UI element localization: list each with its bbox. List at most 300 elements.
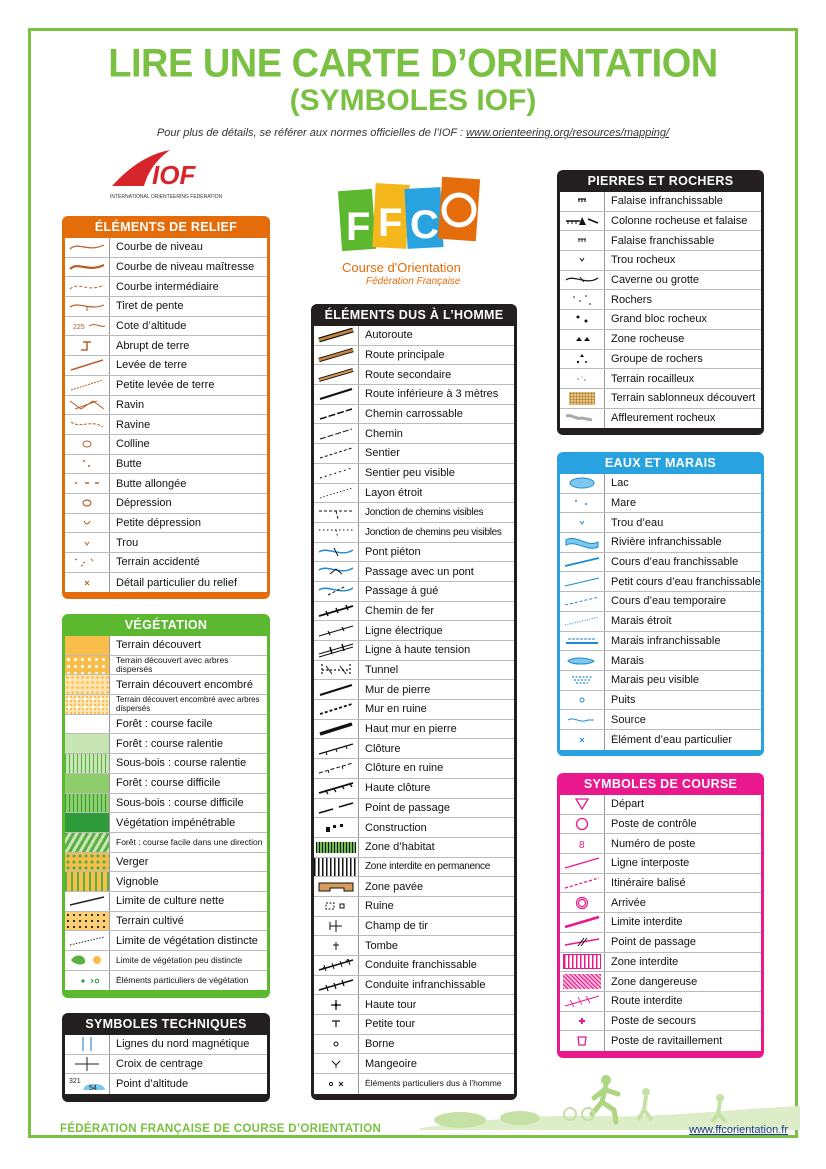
humain-symbol-icon [314, 405, 359, 424]
relief-label: Petite dépression [116, 516, 201, 529]
pierre-symbol-icon [560, 271, 605, 290]
course-symbol-icon [560, 893, 605, 912]
humain-symbol-icon [314, 818, 359, 837]
vegetation-row [65, 931, 267, 951]
humain-label: Chemin [365, 427, 403, 440]
technique-symbol-icon [65, 1035, 110, 1054]
course-label: Poste de contrôle [611, 818, 697, 831]
ffco-logo [336, 168, 486, 288]
vegetation-label: Forêt : course facile dans une direction [116, 837, 263, 847]
humain-symbol-icon [314, 562, 359, 581]
relief-row [65, 376, 267, 396]
panel-course-title: SYMBOLES DE COURSE [583, 777, 738, 791]
relief-symbol-icon [65, 494, 110, 513]
relief-label: Trou [116, 536, 139, 549]
vegetation-symbol-icon [65, 912, 110, 931]
humain-label: Ligne à haute tension [365, 644, 471, 657]
panel-pierres-title: PIERRES ET ROCHERS [587, 174, 734, 188]
relief-row [65, 396, 267, 416]
svg-text:F: F [378, 201, 403, 245]
footer-federation: FÉDÉRATION FRANÇAISE DE COURSE D’ORIENTATION [60, 1123, 382, 1135]
pierre-label: Zone rocheuse [611, 333, 685, 346]
eau-symbol-icon [560, 572, 605, 591]
pierre-label: Falaise franchissable [611, 234, 715, 247]
relief-symbol-icon [65, 533, 110, 552]
pierre-label: Falaise infranchissable [611, 195, 723, 208]
humain-symbol-icon [314, 621, 359, 640]
relief-row [65, 415, 267, 435]
relief-row [65, 317, 267, 337]
vegetation-row [65, 675, 267, 695]
vegetation-label: Terrain découvert avec arbres dispersés [116, 656, 229, 675]
vegetation-label: Forêt : course facile [116, 718, 213, 731]
humain-symbol-icon [314, 1074, 359, 1094]
humain-row [314, 917, 514, 937]
humain-row [314, 562, 514, 582]
eau-row [560, 572, 761, 592]
pierre-row [560, 271, 761, 291]
humain-row [314, 365, 514, 385]
eau-symbol-icon [560, 533, 605, 552]
eau-row [560, 730, 761, 750]
humain-label: Tombe [365, 939, 399, 952]
relief-row [65, 238, 267, 258]
technique-row [65, 1035, 267, 1055]
vegetation-row [65, 833, 267, 853]
humain-label: Mangeoire [365, 1057, 417, 1070]
humain-symbol-icon [314, 838, 359, 857]
relief-row [65, 533, 267, 553]
iof-caption: INTERNATIONAL ORIENTEERING FEDERATION [110, 194, 223, 200]
humain-row [314, 444, 514, 464]
pierre-row [560, 251, 761, 271]
humain-symbol-icon [314, 779, 359, 798]
humain-row [314, 602, 514, 622]
eau-label: Puits [611, 693, 636, 706]
intro-label: Pour plus de détails, se référer aux normes officielles de l’IOF : [156, 127, 467, 139]
vegetation-symbol-icon [65, 931, 110, 950]
course-row [560, 874, 761, 894]
humain-symbol-icon [314, 346, 359, 365]
relief-label: Ravine [116, 418, 151, 431]
relief-label: Courbe de niveau [116, 241, 203, 254]
vegetation-symbol-icon [65, 971, 110, 991]
eau-row [560, 533, 761, 553]
humain-row [314, 405, 514, 425]
relief-label: Petite levée de terre [116, 379, 215, 392]
humain-row [314, 956, 514, 976]
humain-label: Autoroute [365, 329, 413, 342]
relief-label: Butte allongée [116, 477, 187, 490]
page-subtitle: (SYMBOLES IOF) [289, 84, 537, 117]
humain-symbol-icon [314, 877, 359, 896]
panel-eaux [557, 452, 764, 756]
vegetation-row [65, 872, 267, 892]
svg-text:54: 54 [89, 1085, 97, 1093]
humain-row [314, 385, 514, 405]
vegetation-symbol-icon [65, 813, 110, 832]
pierre-label: Colonne rocheuse et falaise [611, 215, 748, 228]
pierres-list [560, 192, 761, 428]
eau-row [560, 671, 761, 691]
eau-label: Marais étroit [611, 615, 672, 628]
relief-row [65, 474, 267, 494]
relief-symbol-icon [65, 277, 110, 296]
iof-logo [108, 148, 228, 200]
panel-humains-title: ÉLÉMENTS DUS À L’HOMME [324, 308, 504, 322]
eau-label: Marais [611, 654, 645, 667]
technique-label: Lignes du nord magnétique [116, 1038, 250, 1051]
eau-label: Lac [611, 477, 629, 490]
humain-symbol-icon [314, 1035, 359, 1054]
humain-label: Passage avec un pont [365, 565, 474, 578]
relief-label: Ravin [116, 398, 145, 411]
eau-symbol-icon [560, 553, 605, 572]
vegetation-label: Forêt : course difficile [116, 777, 221, 790]
course-row [560, 972, 761, 992]
humain-symbol-icon [314, 326, 359, 345]
vegetation-row [65, 951, 267, 971]
relief-row [65, 258, 267, 278]
relief-symbol-icon [65, 317, 110, 336]
relief-symbol-icon [65, 336, 110, 355]
humain-row [314, 779, 514, 799]
humain-label: Jonction de chemins peu visibles [365, 526, 502, 538]
course-symbol-icon [560, 953, 605, 972]
eau-symbol-icon [560, 592, 605, 611]
course-symbol-icon [560, 795, 605, 814]
relief-label: Tiret de pente [116, 300, 184, 313]
humain-symbol-icon [314, 956, 359, 975]
eau-label: Cours d’eau temporaire [611, 595, 726, 608]
humain-label: Haute clôture [365, 782, 431, 795]
humain-symbol-icon [314, 995, 359, 1014]
humain-row [314, 936, 514, 956]
eau-symbol-icon [560, 494, 605, 513]
humain-label: Layon étroit [365, 486, 423, 499]
humain-symbol-icon [314, 700, 359, 719]
vegetation-symbol-icon [65, 715, 110, 734]
vegetation-label: Sous-bois : course difficile [116, 796, 244, 809]
runners-silhouette-illustration [420, 1070, 800, 1130]
pierre-row [560, 192, 761, 212]
panel-humains [311, 304, 517, 1100]
humain-label: Route secondaire [365, 368, 452, 381]
humain-symbol-icon [314, 661, 359, 680]
intro-text [0, 127, 826, 139]
relief-label: Terrain accidenté [116, 556, 200, 569]
relief-row [65, 455, 267, 475]
vegetation-symbol-icon [65, 853, 110, 872]
course-row [560, 992, 761, 1012]
pierre-label: Grand bloc rocheux [611, 313, 707, 326]
humain-label: Conduite franchissable [365, 959, 477, 972]
vegetation-label: Limite de culture nette [116, 895, 225, 908]
vegetation-label: Terrain découvert encombré [116, 678, 253, 691]
course-row [560, 953, 761, 973]
course-label: Limite interdite [611, 916, 683, 929]
humain-label: Zone d’habitat [365, 841, 435, 854]
panel-eaux-title: EAUX ET MARAIS [604, 456, 717, 470]
svg-text:8: 8 [579, 839, 585, 851]
vegetation-list [65, 636, 267, 990]
course-symbol-icon [560, 1012, 605, 1031]
relief-row [65, 336, 267, 356]
humain-symbol-icon [314, 503, 359, 522]
eau-symbol-icon [560, 632, 605, 651]
pierre-row [560, 310, 761, 330]
course-label: Route interdite [611, 995, 683, 1008]
course-symbol-icon [560, 1031, 605, 1051]
relief-label: Levée de terre [116, 359, 187, 372]
humain-label: Conduite infranchissable [365, 979, 486, 992]
relief-row [65, 435, 267, 455]
technique-row [65, 1074, 267, 1094]
eau-row [560, 612, 761, 632]
eau-symbol-icon [560, 710, 605, 729]
humain-symbol-icon [314, 976, 359, 995]
humain-row [314, 700, 514, 720]
panel-techniques [62, 1013, 270, 1102]
vegetation-label: Sous-bois : course ralentie [116, 757, 247, 770]
relief-label: Butte [116, 457, 142, 470]
course-row [560, 1031, 761, 1051]
relief-symbol-icon [65, 435, 110, 454]
eau-row [560, 632, 761, 652]
pierre-symbol-icon [560, 212, 605, 231]
humain-symbol-icon [314, 739, 359, 758]
pierre-row [560, 290, 761, 310]
vegetation-label: Verger [116, 855, 149, 868]
vegetation-row [65, 754, 267, 774]
humain-label: Borne [365, 1038, 395, 1051]
eau-symbol-icon [560, 730, 605, 750]
humain-label: Haute tour [365, 998, 417, 1011]
panel-relief-title: ÉLÉMENTS DE RELIEF [94, 220, 238, 234]
relief-row [65, 494, 267, 514]
vegetation-symbol-icon [65, 636, 110, 655]
eau-row [560, 553, 761, 573]
humain-row [314, 661, 514, 681]
pierre-row [560, 409, 761, 429]
course-symbol-icon [560, 972, 605, 991]
humain-row [314, 621, 514, 641]
humain-label: Chemin de fer [365, 604, 435, 617]
pierre-symbol-icon [560, 330, 605, 349]
panel-vegetation-title: VÉGÉTATION [124, 618, 208, 632]
course-symbol-icon [560, 854, 605, 873]
humain-label: Tunnel [365, 664, 399, 677]
humain-row [314, 877, 514, 897]
pierre-label: Groupe de rochers [611, 352, 703, 365]
course-label: Ligne interposte [611, 857, 690, 870]
course-label: Arrivée [611, 896, 646, 909]
iof-mapping-link[interactable]: www.orienteering.org/resources/mapping/ [466, 127, 670, 139]
pierre-label: Caverne ou grotte [611, 274, 700, 287]
course-symbol-icon [560, 933, 605, 952]
eaux-list [560, 474, 761, 750]
humain-symbol-icon [314, 543, 359, 562]
humain-row [314, 484, 514, 504]
vegetation-row [65, 892, 267, 912]
humain-symbol-icon [314, 858, 359, 877]
course-label: Départ [611, 798, 645, 811]
relief-label: Colline [116, 438, 150, 451]
relief-symbol-icon [65, 514, 110, 533]
humain-symbol-icon [314, 582, 359, 601]
vegetation-label: Forêt : course ralentie [116, 737, 223, 750]
humain-row [314, 464, 514, 484]
relief-symbol-icon [65, 396, 110, 415]
humain-row [314, 326, 514, 346]
pierre-row [560, 330, 761, 350]
eau-label: Élément d’eau particulier [611, 733, 733, 746]
eau-row [560, 513, 761, 533]
humain-symbol-icon [314, 365, 359, 384]
eau-label: Marais infranchissable [611, 634, 721, 647]
vegetation-label: Terrain cultivé [116, 914, 184, 927]
humain-symbol-icon [314, 1054, 359, 1073]
humain-symbol-icon [314, 1015, 359, 1034]
course-row [560, 893, 761, 913]
relief-label: Abrupt de terre [116, 339, 190, 352]
panel-techniques-title: SYMBOLES TECHNIQUES [85, 1017, 247, 1031]
humain-row [314, 759, 514, 779]
humain-row [314, 582, 514, 602]
course-list [560, 795, 761, 1051]
humain-label: Clôture [365, 742, 401, 755]
eau-label: Petit cours d’eau franchissable [611, 575, 761, 588]
relief-symbol-icon [65, 356, 110, 375]
eau-symbol-icon [560, 513, 605, 532]
course-row [560, 933, 761, 953]
eau-symbol-icon [560, 651, 605, 670]
course-row [560, 815, 761, 835]
ffco-sub: Fédération Française [366, 276, 461, 287]
relief-symbol-icon [65, 553, 110, 572]
humain-row [314, 720, 514, 740]
vegetation-label: Éléments particuliers de végétation [116, 976, 249, 986]
humain-label: Ligne électrique [365, 624, 443, 637]
humain-label: Chemin carrossable [365, 408, 463, 421]
humain-symbol-icon [314, 720, 359, 739]
vegetation-symbol-icon [65, 734, 110, 753]
vegetation-label: Végétation impénétrable [116, 816, 236, 829]
vegetation-symbol-icon [65, 872, 110, 891]
relief-symbol-icon [65, 455, 110, 474]
relief-row [65, 553, 267, 573]
vegetation-symbol-icon [65, 754, 110, 773]
technique-label: Point d’altitude [116, 1078, 189, 1091]
humain-row [314, 680, 514, 700]
course-label: Point de passage [611, 936, 697, 949]
panel-course [557, 773, 764, 1058]
eau-symbol-icon [560, 474, 605, 493]
relief-symbol-icon [65, 297, 110, 316]
vegetation-symbol-icon [65, 951, 110, 970]
humain-label: Ruine [365, 900, 394, 913]
pierre-row [560, 350, 761, 370]
relief-label: Détail particulier du relief [116, 576, 238, 589]
humain-label: Sentier peu visible [365, 467, 455, 480]
svg-text:321: 321 [69, 1078, 81, 1086]
humain-row [314, 424, 514, 444]
vegetation-label: Limite de végétation peu distincte [116, 955, 243, 966]
technique-row [65, 1055, 267, 1075]
eau-symbol-icon [560, 691, 605, 710]
pierre-symbol-icon [560, 310, 605, 329]
vegetation-row [65, 715, 267, 735]
relief-symbol-icon [65, 573, 110, 593]
eau-label: Mare [611, 497, 637, 510]
technique-symbol-icon [65, 1055, 110, 1074]
vegetation-symbol-icon [65, 794, 110, 813]
humain-row [314, 995, 514, 1015]
humain-row [314, 503, 514, 523]
eau-row [560, 474, 761, 494]
vegetation-row [65, 636, 267, 656]
pierre-symbol-icon [560, 251, 605, 270]
vegetation-symbol-icon [65, 774, 110, 793]
vegetation-label: Vignoble [116, 875, 159, 888]
technique-symbol-icon [65, 1074, 110, 1094]
humain-label: Pont piéton [365, 545, 421, 558]
relief-list [65, 238, 267, 592]
relief-row [65, 514, 267, 534]
techniques-list [65, 1035, 267, 1094]
vegetation-row [65, 853, 267, 873]
eau-row [560, 494, 761, 514]
humains-list [314, 326, 514, 1094]
pierre-label: Rochers [611, 293, 652, 306]
relief-label: Courbe de niveau maîtresse [116, 261, 255, 274]
relief-symbol-icon [65, 238, 110, 257]
humain-label: Mur de pierre [365, 683, 431, 696]
pierre-symbol-icon [560, 350, 605, 369]
humain-row [314, 739, 514, 759]
relief-row [65, 573, 267, 593]
humain-row [314, 641, 514, 661]
pierre-symbol-icon [560, 389, 605, 408]
humain-symbol-icon [314, 897, 359, 916]
humain-symbol-icon [314, 424, 359, 443]
relief-symbol-icon [65, 474, 110, 493]
humain-label: Sentier [365, 447, 400, 460]
pierre-row [560, 369, 761, 389]
humain-symbol-icon [314, 464, 359, 483]
pierre-row [560, 212, 761, 232]
humain-row [314, 858, 514, 878]
relief-label: Courbe intermédiaire [116, 280, 219, 293]
course-label: Poste de ravitaillement [611, 1035, 723, 1048]
svg-text:F: F [346, 205, 371, 249]
humain-row [314, 543, 514, 563]
footer-website-link[interactable]: www.ffcorientation.fr [689, 1124, 788, 1136]
pierre-label: Terrain sablonneux découvert [611, 392, 756, 405]
humain-label: Jonction de chemins visibles [365, 507, 484, 519]
vegetation-row [65, 734, 267, 754]
relief-symbol-icon [65, 376, 110, 395]
vegetation-label: Terrain découvert encombré avec arbres dispersés [116, 695, 260, 714]
eau-label: Trou d’eau [611, 516, 664, 529]
humain-symbol-icon [314, 444, 359, 463]
humain-label: Zone pavée [365, 880, 424, 893]
page-title: LIRE UNE CARTE D’ORIENTATION [108, 41, 718, 87]
eau-label: Rivière infranchissable [611, 536, 722, 549]
vegetation-symbol-icon [65, 892, 110, 911]
eau-label: Source [611, 713, 646, 726]
humain-row [314, 976, 514, 996]
